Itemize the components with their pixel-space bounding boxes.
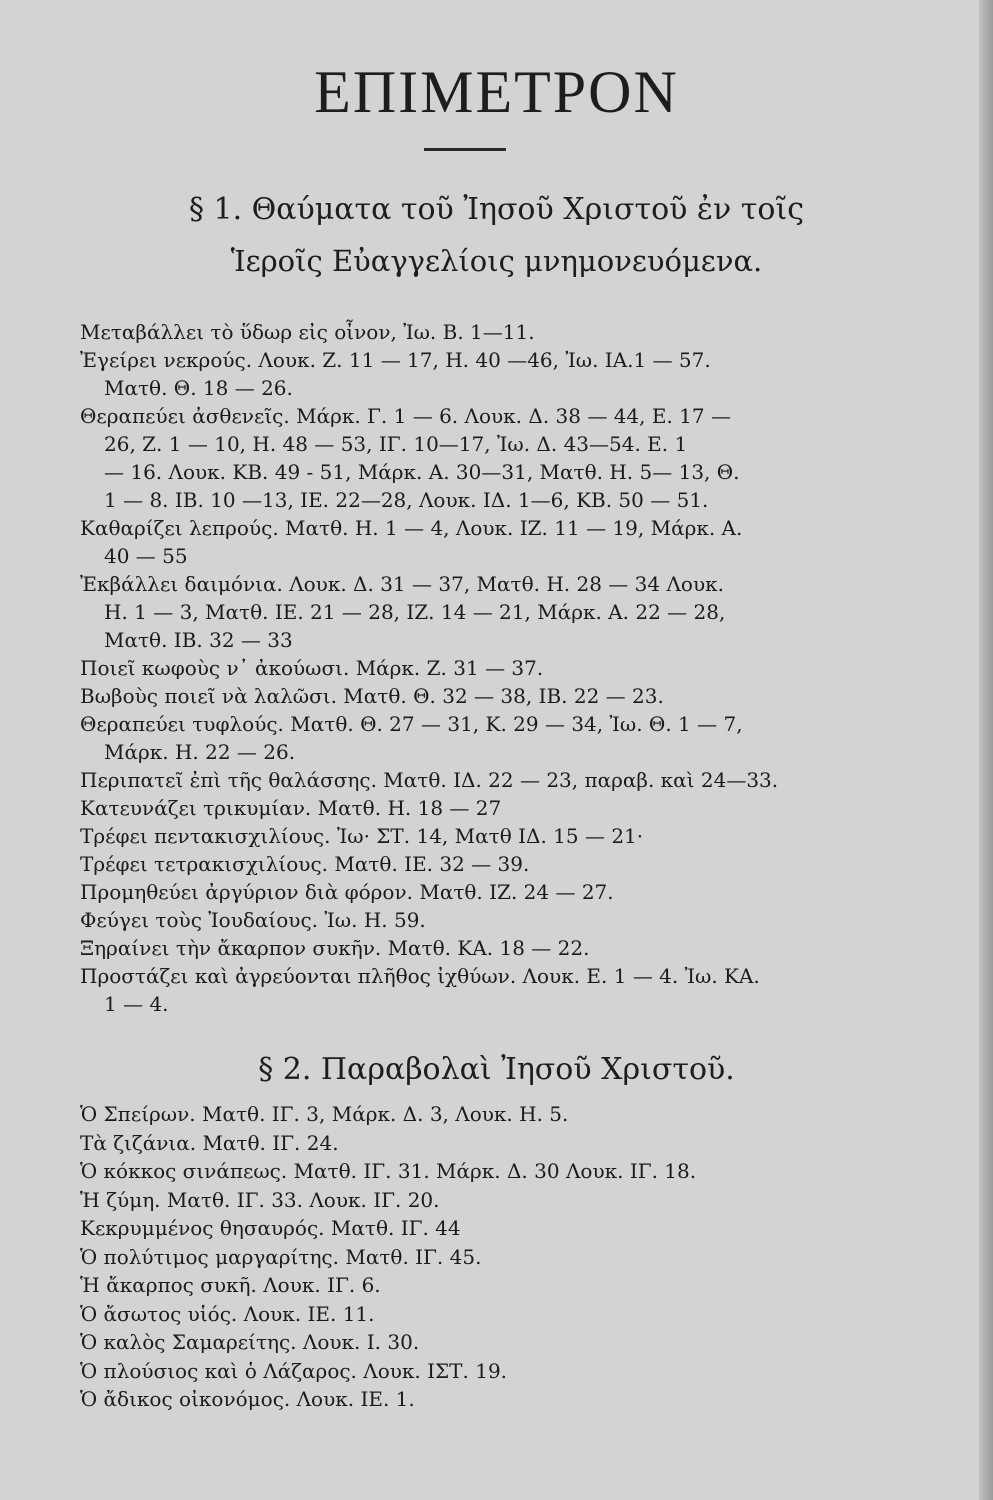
entry-line: Προστάζει καὶ ἀγρεύονται πλῆθος ἰχθύων. Λουκ. Ε. 1 — 4. Ἰω. ΚΑ. — [80, 964, 760, 988]
miracle-entry — [80, 346, 900, 402]
miracle-entry — [80, 570, 900, 654]
page-title: ΕΠΙΜΕΤΡΟΝ — [314, 59, 679, 125]
section1-heading-line1: § 1. Θαύματα τοῦ Ἰησοῦ Χριστοῦ ἐν τοῖς — [188, 192, 805, 227]
parable-entry: Ὁ πλούσιος καὶ ὁ Λάζαρος. Λουκ. ΙΣΤ. 19. — [80, 1358, 508, 1383]
parable-entry: Ὁ καλὸς Σαμαρείτης. Λουκ. Ι. 30. — [80, 1330, 420, 1354]
entry-line: Τρέφει τετρακισχιλίους. Ματθ. ΙΕ. 32 — 39. — [80, 852, 530, 876]
miracle-entry — [80, 822, 900, 850]
parable-entry: Ὁ Σπείρων. Ματθ. ΙΓ. 3, Μάρκ. Δ. 3, Λουκ. Η. 5. — [80, 1102, 569, 1126]
entry-line: Ματθ. Θ. 18 — 26. — [104, 376, 293, 400]
parable-entry: Ἡ ζύμη. Ματθ. ΙΓ. 33. Λουκ. ΙΓ. 20. — [80, 1187, 440, 1212]
miracle-entry — [80, 710, 900, 766]
entry-line: Θεραπεύει ἀσθενεῖς. Μάρκ. Γ. 1 — 6. Λουκ. Δ. 38 — 44, Ε. 17 — — [80, 404, 731, 428]
miracle-entry — [80, 766, 900, 794]
parable-entry: Ἡ ἄκαρπος συκῆ. Λουκ. ΙΓ. 6. — [80, 1273, 381, 1297]
entry-line: Τρέφει πεντακισχιλίους. Ἰω· ΣΤ. 14, Ματθ ΙΔ. 15 — 21· — [80, 824, 644, 848]
miracle-entry — [80, 934, 900, 962]
parable-entry: Ὁ ἄσωτος υἱός. Λουκ. ΙΕ. 11. — [80, 1301, 375, 1326]
miracle-entry — [80, 402, 900, 514]
miracle-entry — [80, 318, 900, 346]
entry-line: Η. 1 — 3, Ματθ. ΙΕ. 21 — 28, ΙΖ. 14 — 21, Μάρκ. Α. 22 — 28, — [104, 600, 726, 624]
entry-line: Φεύγει τοὺς Ἰουδαίους. Ἰω. Η. 59. — [80, 908, 426, 932]
parable-entry: Ὁ ἄδικος οἰκονόμος. Λουκ. ΙΕ. 1. — [80, 1387, 415, 1411]
section1-heading-line2: Ἱεροῖς Εὐαγγελίοις μνημονευόμενα. — [230, 244, 763, 278]
entry-line: Περιπατεῖ ἐπὶ τῆς θαλάσσης. Ματθ. ΙΔ. 22 — 23, παραβ. καὶ 24—33. — [80, 768, 779, 792]
entry-line: — 16. Λουκ. ΚΒ. 49 - 51, Μάρκ. Α. 30—31, Ματθ. Η. 5— 13, Θ. — [104, 460, 740, 484]
entry-line: Κατευνάζει τρικυμίαν. Ματθ. Η. 18 — 27 — [80, 796, 502, 820]
parable-entry: Ὁ κόκκος σινάπεως. Ματθ. ΙΓ. 31. Μάρκ. Δ. 30 Λουκ. ΙΓ. 18. — [80, 1159, 697, 1183]
entry-line: Ποιεῖ κωφοὺς ν᾽ ἀκούωσι. Μάρκ. Ζ. 31 — 37. — [80, 656, 544, 680]
entry-line: Ἐκβάλλει δαιμόνια. Λουκ. Δ. 31 — 37, Ματθ. Η. 28 — 34 Λουκ. — [80, 572, 724, 596]
entry-line: Θεραπεύει τυφλούς. Ματθ. Θ. 27 — 31, Κ. 29 — 34, Ἰω. Θ. 1 — 7, — [80, 712, 743, 736]
title-rule — [424, 148, 506, 151]
entry-line: Ματθ. ΙΒ. 32 — 33 — [104, 628, 293, 652]
miracles-list — [80, 318, 900, 1018]
section2-heading: § 2. Παραβολαὶ Ἰησοῦ Χριστοῦ. — [258, 1052, 735, 1087]
miracle-entry — [80, 682, 900, 710]
entry-line: 26, Ζ. 1 — 10, Η. 48 — 53, ΙΓ. 10—17, Ἰω. Δ. 43—54. Ε. 1 — [104, 432, 688, 456]
miracle-entry — [80, 906, 900, 934]
miracle-entry — [80, 654, 900, 682]
entry-line: 1 — 8. ΙΒ. 10 —13, ΙΕ. 22—28, Λουκ. ΙΔ. 1—6, ΚΒ. 50 — 51. — [104, 488, 709, 512]
entry-line: 40 — 55 — [104, 544, 188, 568]
miracle-entry — [80, 794, 900, 822]
entry-line: Ἐγείρει νεκρούς. Λουκ. Ζ. 11 — 17, Η. 40 —46, Ἰω. ΙΑ.1 — 57. — [80, 348, 711, 372]
entry-line: Προμηθεύει ἀργύριον διὰ φόρον. Ματθ. ΙΖ. 24 — 27. — [80, 880, 614, 904]
entry-line: 1 — 4. — [104, 992, 169, 1016]
miracle-entry — [80, 878, 900, 906]
miracle-entry — [80, 850, 900, 878]
entry-line: Καθαρίζει λεπρούς. Ματθ. Η. 1 — 4, Λουκ. ΙΖ. 11 — 19, Μάρκ. Α. — [80, 516, 743, 540]
entry-line: Ξηραίνει τὴν ἄκαρπον συκῆν. Ματθ. ΚΑ. 18 — 22. — [80, 936, 590, 960]
entry-line: Μεταβάλλει τὸ ὕδωρ εἰς οἶνον, Ἰω. Β. 1—11. — [80, 320, 535, 344]
entry-line: Βωβοὺς ποιεῖ νὰ λαλῶσι. Ματθ. Θ. 32 — 38, ΙΒ. 22 — 23. — [80, 684, 664, 708]
miracle-entry — [80, 962, 900, 1018]
parable-entry: Κεκρυμμένος θησαυρός. Ματθ. ΙΓ. 44 — [80, 1216, 461, 1240]
entry-line: Μάρκ. Η. 22 — 26. — [104, 740, 296, 764]
parable-entry: Ὁ πολύτιμος μαργαρίτης. Ματθ. ΙΓ. 45. — [80, 1244, 482, 1269]
miracle-entry — [80, 514, 900, 570]
parables-list — [80, 1100, 900, 1414]
parable-entry: Τὰ ζιζάνια. Ματθ. ΙΓ. 24. — [80, 1130, 339, 1155]
